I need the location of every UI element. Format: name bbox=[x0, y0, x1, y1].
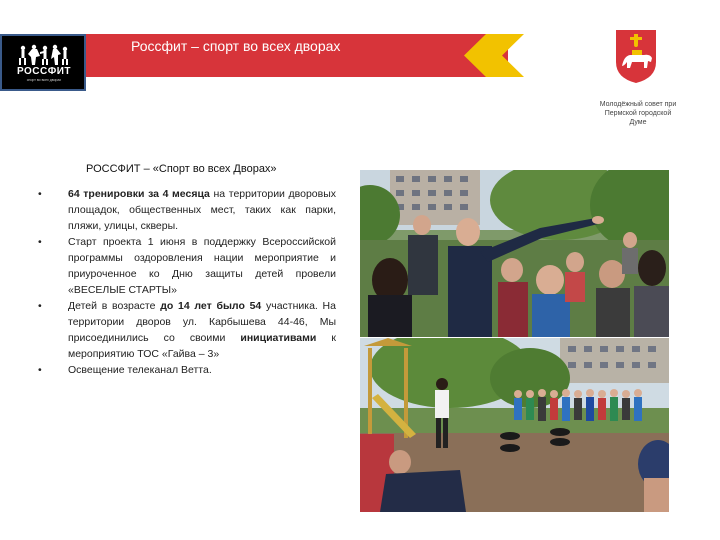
chevron-arrow-icon bbox=[464, 34, 526, 77]
photo-relay-race bbox=[360, 338, 669, 512]
bullet-text: к мероприятию ТОС «Гайва – 3» bbox=[68, 332, 336, 360]
bullet-text: на территории дворовых площадок, общественных мест, таких как парки, пляжи, улицы, скверы. bbox=[68, 188, 337, 232]
athletes-icon bbox=[18, 44, 70, 66]
bullet-text: Детей в возрасте bbox=[68, 300, 161, 312]
bullet-item bbox=[38, 362, 336, 378]
coat-of-arms-icon bbox=[614, 28, 658, 84]
bullet-list bbox=[38, 186, 336, 378]
section-subtitle: РОССФИТ – «Спорт во всех Дворах» bbox=[86, 163, 277, 175]
bullet-item bbox=[38, 186, 336, 234]
council-line: Пермской городской bbox=[604, 110, 672, 117]
logo-subtext: спорт во всех дворах bbox=[26, 78, 62, 82]
council-line: Думе bbox=[629, 119, 647, 126]
page-title: Россфит – спорт во всех дворах bbox=[131, 38, 341, 54]
photo-courtyard-crowd bbox=[360, 170, 669, 337]
bullet-text: Старт проекта 1 июня в поддержку Всероссийской программы оздоровления нации мероприятие и приуроченное ко Дню защиты детей провели «ВЕСЕЛЫЕ СТАРТЫ» bbox=[68, 236, 336, 296]
bullet-text: Освещение телеканал Ветта. bbox=[68, 364, 212, 376]
bullet-bold-text: 64 тренировки за 4 месяца bbox=[68, 188, 210, 200]
bullet-item bbox=[38, 234, 336, 298]
rossfit-logo bbox=[0, 34, 86, 91]
bullet-item bbox=[38, 298, 336, 362]
council-line: Молодёжный совет при bbox=[599, 101, 677, 108]
bullet-text: участника. На территории дворов ул. Карбышева 44-46, Мы присоединились со своими bbox=[68, 300, 336, 344]
bullet-bold-text: до 14 лет было 54 bbox=[160, 300, 262, 312]
logo-text: РОССФИТ bbox=[16, 66, 72, 77]
bullet-bold-text: инициативами bbox=[240, 332, 317, 344]
council-caption bbox=[588, 100, 688, 127]
